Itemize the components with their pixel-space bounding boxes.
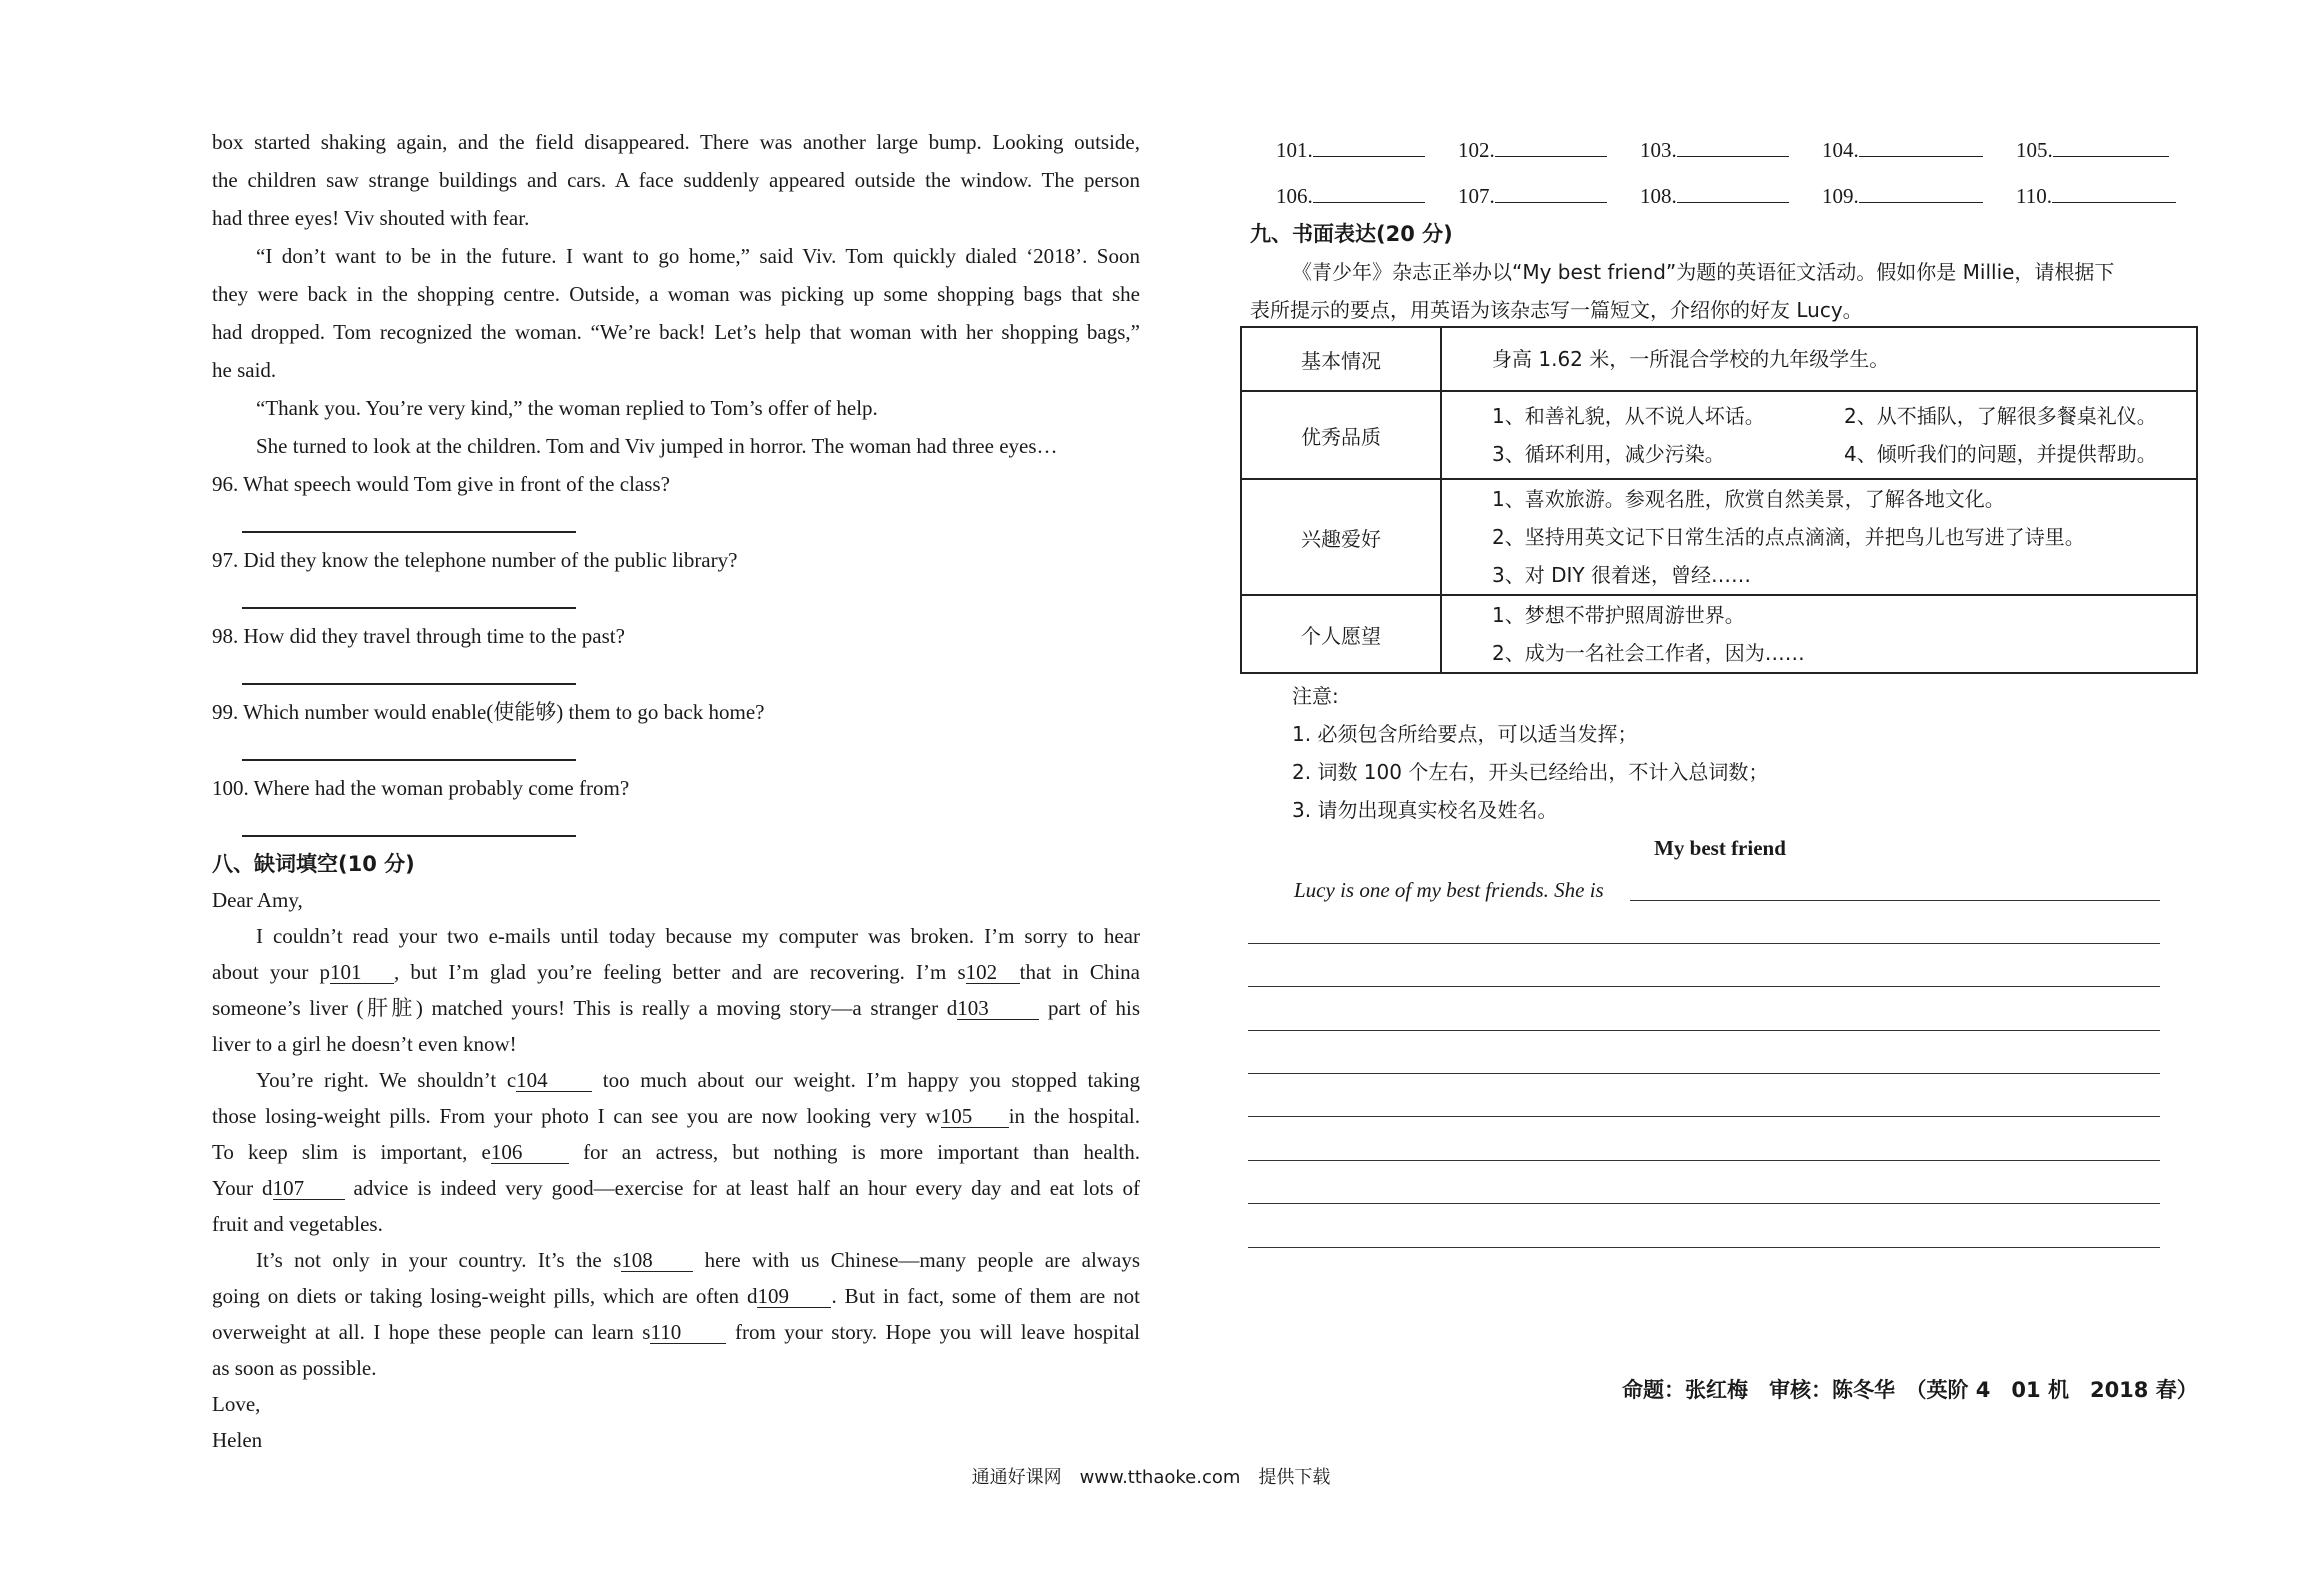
table-cell-wishes: 1、梦想不带护照周游世界。 2、成为一名社会工作者，因为……: [1441, 595, 2197, 673]
story-line: “I don’t want to be in the future. I want to go home,” said Viv. Tom quickly dialed ‘2018’. Soon: [256, 244, 1140, 268]
table-head-hobbies: 兴趣爱好: [1241, 479, 1441, 595]
blank-109[interactable]: 109: [757, 1285, 831, 1308]
story-line: She turned to look at the children. Tom and Viv jumped in horror. The woman had three eyes…: [256, 434, 1058, 458]
essay-title: My best friend: [1654, 836, 1786, 860]
answer-line-98[interactable]: [242, 683, 576, 685]
answer-slot-110[interactable]: 110.: [2016, 182, 2176, 210]
blank-105[interactable]: 105: [941, 1105, 1009, 1128]
blank-102[interactable]: 102: [966, 961, 1020, 984]
question-99: 99. Which number would enable(使能够) them to go back home?: [212, 700, 765, 724]
table-cell-basic: 身高 1.62 米，一所混合学校的九年级学生。: [1441, 327, 2197, 391]
answer-slot-107[interactable]: 107.: [1458, 182, 1607, 210]
story-line: had dropped. Tom recognized the woman. “We’re back! Let’s help that woman with her shopping bags,”: [212, 320, 1140, 344]
essay-line[interactable]: [1248, 986, 2160, 987]
blank-108[interactable]: 108: [621, 1249, 693, 1272]
letter-line: You’re right. We shouldn’t c104 too much about our weight. I’m happy you stopped taking: [256, 1068, 1140, 1092]
watermark: 通通好课网 www.tthaoke.com 提供下载: [971, 1467, 1331, 1488]
essay-start: Lucy is one of my best friends. She is: [1294, 878, 1604, 902]
letter-line: It’s not only in your country. It’s the s108 here with us Chinese—many people are always: [256, 1248, 1140, 1272]
essay-line[interactable]: [1248, 1247, 2160, 1248]
essay-line[interactable]: [1248, 943, 2160, 944]
letter-line: about your p101 , but I’m glad you’re feeling better and are recovering. I’m s102 that in China: [212, 960, 1140, 984]
essay-line[interactable]: [1248, 1030, 2160, 1031]
essay-line[interactable]: [1248, 1203, 2160, 1204]
essay-line[interactable]: [1630, 900, 2160, 901]
answer-slot-102[interactable]: 102.: [1458, 136, 1607, 164]
answer-slot-105[interactable]: 105.: [2016, 136, 2169, 164]
letter-line: Your d107 advice is indeed very good—exercise for at least half an hour every day and eat lots of: [212, 1176, 1140, 1200]
table-cell-qualities: 1、和善礼貌，从不说人坏话。 2、从不插队，了解很多餐桌礼仪。 3、循环利用，减少污染。 4、倾听我们的问题，并提供帮助。: [1441, 391, 2197, 479]
blank-107[interactable]: 107: [273, 1177, 345, 1200]
letter-line: overweight at all. I hope these people can learn s110 from your story. Hope you will leave hospital: [212, 1320, 1141, 1344]
section-9-title: 九、书面表达(20 分): [1250, 222, 1453, 246]
answer-line-97[interactable]: [242, 607, 576, 609]
story-line: he said.: [212, 358, 277, 382]
answer-slot-109[interactable]: 109.: [1822, 182, 1983, 210]
section-8-title: 八、缺词填空(10 分): [212, 852, 415, 876]
table-cell-hobbies: 1、喜欢旅游。参观名胜，欣赏自然美景，了解各地文化。 2、坚持用英文记下日常生活的点点滴滴，并把鸟儿也写进了诗里。 3、对 DIY 很着迷，曾经……: [1441, 479, 2197, 595]
answer-slot-101[interactable]: 101.: [1276, 136, 1425, 164]
story-line: they were back in the shopping centre. Outside, a woman was picking up some shopping bags that she: [212, 282, 1140, 306]
story-line: box started shaking again, and the field disappeared. There was another large bump. Looking outside,: [212, 130, 1140, 154]
story-line: had three eyes! Viv shouted with fear.: [212, 206, 530, 230]
note-3: 3. 请勿出现真实校名及姓名。: [1292, 798, 1558, 822]
story-line: the children saw strange buildings and cars. A face suddenly appeared outside the window. The person: [212, 168, 1140, 192]
letter-line: liver to a girl he doesn’t even know!: [212, 1032, 517, 1056]
blank-106[interactable]: 106: [491, 1141, 569, 1164]
essay-line[interactable]: [1248, 1073, 2160, 1074]
essay-line[interactable]: [1248, 1116, 2160, 1117]
closing: Love,: [212, 1392, 261, 1416]
table-head-wishes: 个人愿望: [1241, 595, 1441, 673]
blank-104[interactable]: 104: [516, 1069, 592, 1092]
question-98: 98. How did they travel through time to the past?: [212, 624, 625, 648]
question-100: 100. Where had the woman probably come from?: [212, 776, 630, 800]
letter-line: as soon as possible.: [212, 1356, 377, 1380]
note-1: 1. 必须包含所给要点，可以适当发挥；: [1292, 722, 1638, 746]
letter-line: going on diets or taking losing-weight pills, which are often d109 . But in fact, some of them are not: [212, 1284, 1140, 1308]
blank-103[interactable]: 103: [957, 997, 1039, 1020]
table-head-qualities: 优秀品质: [1241, 391, 1441, 479]
section-9-intro: 表所提示的要点，用英语为该杂志写一篇短文，介绍你的好友 Lucy。: [1250, 298, 1863, 322]
answer-line-96[interactable]: [242, 531, 576, 533]
blank-110[interactable]: 110: [650, 1321, 726, 1344]
letter-line: fruit and vegetables.: [212, 1212, 383, 1236]
answer-slot-108[interactable]: 108.: [1640, 182, 1789, 210]
question-96: 96. What speech would Tom give in front of the class?: [212, 472, 670, 496]
answer-slot-103[interactable]: 103.: [1640, 136, 1789, 164]
signature: Helen: [212, 1428, 263, 1452]
notes-title: 注意:: [1292, 684, 1339, 708]
note-2: 2. 词数 100 个左右，开头已经给出，不计入总词数；: [1292, 760, 1769, 784]
answer-line-99[interactable]: [242, 759, 576, 761]
blank-101[interactable]: 101: [330, 961, 394, 984]
answer-slot-106[interactable]: 106.: [1276, 182, 1425, 210]
salutation: Dear Amy,: [212, 888, 303, 912]
letter-line: those losing-weight pills. From your photo I can see you are now looking very w105 in the hospital.: [212, 1104, 1140, 1128]
section-9-intro: 《青少年》杂志正举办以“My best friend”为题的英语征文活动。假如你是 Millie，请根据下: [1292, 260, 2115, 284]
question-97: 97. Did they know the telephone number of the public library?: [212, 548, 738, 572]
outline-table: [1240, 326, 2198, 674]
table-head-basic: 基本情况: [1241, 327, 1441, 391]
letter-line: To keep slim is important, e106 for an actress, but nothing is more important than health.: [212, 1140, 1140, 1164]
answer-slot-104[interactable]: 104.: [1822, 136, 1983, 164]
answer-line-100[interactable]: [242, 835, 576, 837]
letter-line: someone’s liver (肝脏) matched yours! This is really a moving story—a stranger d103 part of his: [212, 996, 1140, 1020]
essay-line[interactable]: [1248, 1160, 2160, 1161]
story-line: “Thank you. You’re very kind,” the woman replied to Tom’s offer of help.: [256, 396, 878, 420]
footer-credit: 命题：张红梅 审核：陈冬华 （英阶 4 01 机 2018 春）: [1622, 1378, 2198, 1402]
letter-line: I couldn’t read your two e-mails until today because my computer was broken. I’m sorry to hear: [256, 924, 1140, 948]
